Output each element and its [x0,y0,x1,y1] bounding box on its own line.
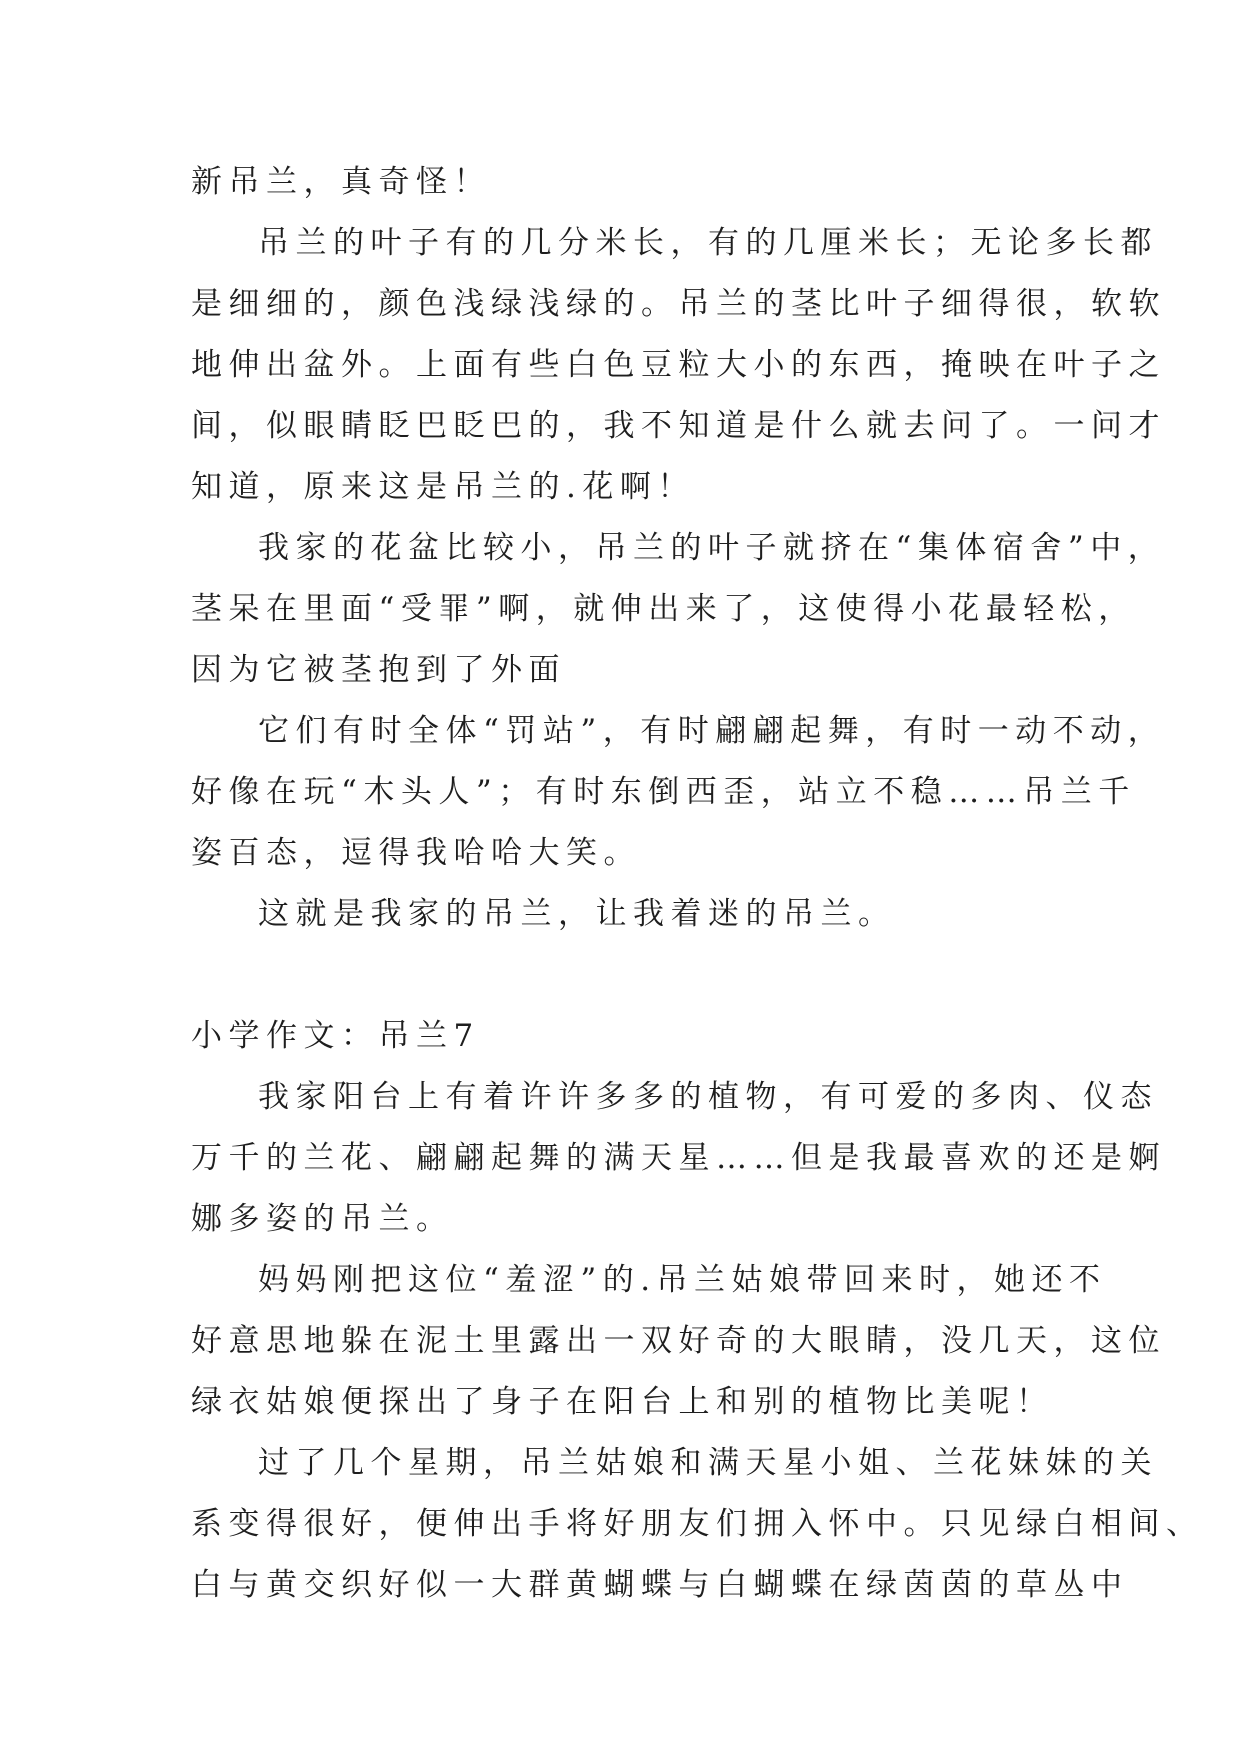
paragraph-start-line-10: 它们有时全体“罚站”，有时翩翩起舞，有时一动不动， [258,713,1166,749]
text-line-21: 绿衣姑娘便探出了身子在阳台上和别的植物比美呢！ [191,1384,1054,1420]
section-heading: 小学作文：吊兰7 [191,1018,480,1054]
paragraph-start-line-13: 这就是我家的吊兰，让我着迷的吊兰。 [258,896,896,932]
text-line-20: 好意思地躲在泥土里露出一双好奇的大眼睛，没几天，这位 [191,1323,1166,1359]
text-line-6: 知道，原来这是吊兰的.花啊！ [191,469,695,505]
text-line-17: 万千的兰花、翩翩起舞的满天星……但是我最喜欢的还是婀 [191,1140,1166,1176]
text-line-24: 白与黄交织好似一大群黄蝴蝶与白蝴蝶在绿茵茵的草丛中 [191,1567,1129,1603]
text-line-23: 系变得很好，便伸出手将好朋友们拥入怀中。只见绿白相间、 [191,1506,1204,1542]
blank-line [191,945,1051,1006]
text-line-12: 姿百态，逗得我哈哈大笑。 [191,835,641,871]
document-body [191,152,1204,1616]
text-line-8: 茎呆在里面“受罪”啊，就伸出来了，这使得小花最轻松， [191,591,1136,627]
text-line-9: 因为它被茎抱到了外面 [191,652,566,688]
paragraph-start-line-2: 吊兰的叶子有的几分米长，有的几厘米长；无论多长都 [258,225,1158,261]
paragraph-start-line-16: 我家阳台上有着许许多多的植物，有可爱的多肉、仪态 [258,1079,1158,1115]
paragraph-start-line-7: 我家的花盆比较小，吊兰的叶子就挤在“集体宿舍”中， [258,530,1166,566]
text-line-18: 娜多姿的吊兰。 [191,1201,454,1237]
text-line-5: 间，似眼睛眨巴眨巴的，我不知道是什么就去问了。一问才 [191,408,1166,444]
paragraph-start-line-22: 过了几个星期，吊兰姑娘和满天星小姐、兰花妹妹的关 [258,1445,1158,1481]
text-line-11: 好像在玩“木头人”；有时东倒西歪，站立不稳……吊兰千 [191,774,1136,810]
text-line-4: 地伸出盆外。上面有些白色豆粒大小的东西，掩映在叶子之 [191,347,1166,383]
text-line-3: 是细细的，颜色浅绿浅绿的。吊兰的茎比叶子细得很，软软 [191,286,1166,322]
text-line-1: 新吊兰，真奇怪！ [191,164,491,200]
paragraph-start-line-19: 妈妈刚把这位“羞涩”的.吊兰姑娘带回来时，她还不 [258,1262,1107,1298]
